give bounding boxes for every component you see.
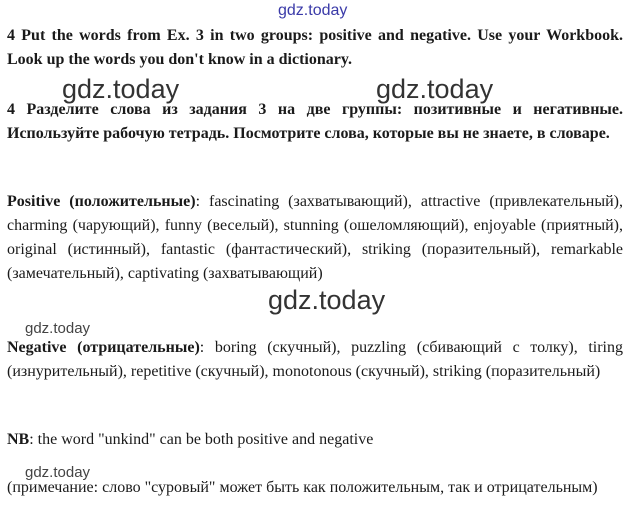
negative-paragraph (7, 336, 623, 384)
task-russian: 4 Разделите слова из задания 3 на две группы: позитивные и негативные. Используйте рабочую тетрадь. Посмотрите слова, которые вы не знаете, в словаре. (7, 101, 623, 142)
watermark-small-2: gdz.today (25, 464, 91, 481)
negative-label: Negative (отрицательные) (7, 339, 200, 356)
negative-words: : boring (скучный), puzzling (сбивающий с толку), tiring (изнурительный), repetitive (скучный), monotonous (скучный), striking (поразительный) (7, 339, 623, 380)
watermark-top: gdz.today (278, 2, 348, 19)
positive-paragraph (7, 190, 623, 286)
positive-label: Positive (положительные) (7, 193, 196, 210)
positive-words: : fascinating (захватывающий), attractive (привлекательный), charming (чарующий), funny (веселый), stunning (ошеломляющий), enjoyable (приятный), original (истинный), fantastic (фантастический), striking (поразительный), remarkable (замечательный), captivating (захватывающий) (7, 193, 624, 282)
nb-label: NB (7, 431, 30, 448)
watermark-center: gdz.today (268, 285, 386, 315)
watermark-small-1: gdz.today (25, 320, 91, 337)
watermark-mid-left: gdz.today (62, 74, 180, 104)
watermark-mid-right: gdz.today (376, 74, 494, 104)
task-english: 4 Put the words from Ex. 3 in two groups: positive and negative. Use your Workbook. Look up the words you don't know in a dictionary. (7, 27, 623, 68)
nb-paragraph (7, 428, 623, 452)
note-russian: (примечание: слово "суровый" может быть как положительным, так и отрицательным) (7, 479, 598, 496)
nb-text: : the word "unkind" can be both positive and negative (29, 431, 374, 448)
